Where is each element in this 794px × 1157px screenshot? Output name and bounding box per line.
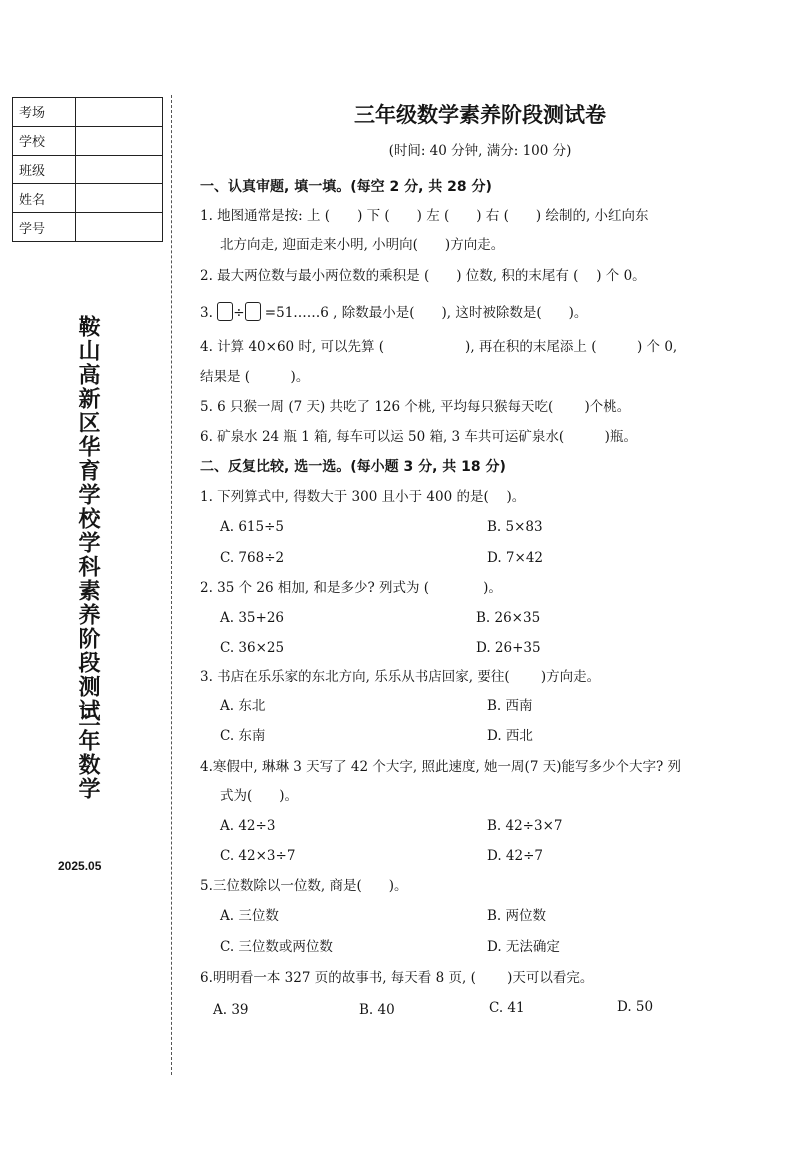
side-subject: 三年数学 [75,705,100,801]
section1-title: 一、认真审题, 填一填。(每空 2 分, 共 28 分) [200,179,492,195]
s1-question-2: 2. 最大两位数与最小两位数的乘积是 ( ) 位数, 积的末尾有 ( ) 个 0。 [200,268,646,284]
s2-q1-option-c[interactable]: C. 768÷2 [220,550,285,566]
info-label: 姓名 [13,184,76,213]
s2-q3-option-b[interactable]: B. 西南 [487,698,533,714]
q3-number: 3. [200,305,213,321]
section2-title: 二、反复比较, 选一选。(每小题 3 分, 共 18 分) [200,459,506,475]
s2-question-4a: 4.寒假中, 琳琳 3 天写了 42 个大字, 照此速度, 她一周(7 天)能写多少个大字? 列 [200,759,682,775]
info-label: 考场 [13,98,76,127]
s2-q2-option-d[interactable]: D. 26+35 [476,640,541,656]
s2-q6-option-b[interactable]: B. 40 [359,1002,395,1018]
division-sign: ÷ [233,305,245,321]
s2-q6-option-c[interactable]: C. 41 [489,1000,525,1016]
info-row-name [13,184,163,213]
s2-q1-option-d[interactable]: D. 7×42 [487,550,544,566]
s2-q5-option-b[interactable]: B. 两位数 [487,908,547,924]
s2-q2-option-c[interactable]: C. 36×25 [220,640,285,656]
divisor-box-icon[interactable] [245,302,261,321]
s2-q4-option-d[interactable]: D. 42÷7 [487,848,544,864]
q3-text: =51……6 , 除数最小是( ), 这时被除数是( )。 [264,305,588,321]
dividend-box-icon[interactable] [217,302,233,321]
s2-question-4b: 式为( )。 [220,788,299,804]
s1-question-4a: 4. 计算 40×60 时, 可以先算 ( ), 再在积的末尾添上 ( ) 个 0, [200,339,678,355]
s2-q1-option-b[interactable]: B. 5×83 [487,519,543,535]
s1-question-1b: 北方向走, 迎面走来小明, 小明向( )方向走。 [220,237,505,253]
class-field[interactable] [76,155,163,184]
s2-q6-option-a[interactable]: A. 39 [213,1002,249,1018]
s2-q5-option-a[interactable]: A. 三位数 [220,908,279,924]
student-info-table [12,97,163,242]
s2-question-6: 6.明明看一本 327 页的故事书, 每天看 8 页, ( )天可以看完。 [200,970,594,986]
s2-q4-option-b[interactable]: B. 42÷3×7 [487,818,563,834]
side-school-title: 鞍山高新区华育学校学科素养阶段测试 [75,315,100,723]
s2-q3-option-a[interactable]: A. 东北 [220,698,266,714]
s1-question-1a: 1. 地图通常是按: 上 ( ) 下 ( ) 左 ( ) 右 ( ) 绘制的, 小红向东 [200,208,649,224]
info-label: 学校 [13,126,76,155]
info-row-student-id [13,213,163,242]
s1-question-3 [200,302,587,323]
info-row-class [13,155,163,184]
s2-q4-option-c[interactable]: C. 42×3÷7 [220,848,296,864]
s1-question-5: 5. 6 只猴一周 (7 天) 共吃了 126 个桃, 平均每只猴每天吃( )个桃。 [200,399,631,415]
student-id-field[interactable] [76,213,163,242]
s2-q4-option-a[interactable]: A. 42÷3 [220,818,276,834]
s2-q5-option-c[interactable]: C. 三位数或两位数 [220,939,333,955]
s2-question-2: 2. 35 个 26 相加, 和是多少? 列式为 ( )。 [200,580,502,596]
name-field[interactable] [76,184,163,213]
page-subtitle: (时间: 40 分钟, 满分: 100 分) [388,143,572,159]
info-row-exam-room [13,98,163,127]
side-date: 2025.05 [58,859,102,873]
s2-q2-option-a[interactable]: A. 35+26 [220,610,284,626]
s1-question-6: 6. 矿泉水 24 瓶 1 箱, 每车可以运 50 箱, 3 车共可运矿泉水( )瓶。 [200,429,637,445]
s2-q2-option-b[interactable]: B. 26×35 [476,610,541,626]
info-label: 学号 [13,213,76,242]
s2-question-5: 5.三位数除以一位数, 商是( )。 [200,878,408,894]
s2-q6-option-d[interactable]: D. 50 [617,999,654,1015]
info-label: 班级 [13,155,76,184]
page-title: 三年级数学素养阶段测试卷 [354,103,606,127]
exam-room-field[interactable] [76,98,163,127]
binding-line [171,95,172,1075]
s1-question-4b: 结果是 ( )。 [200,369,310,385]
info-row-school [13,126,163,155]
school-field[interactable] [76,126,163,155]
s2-q5-option-d[interactable]: D. 无法确定 [487,939,560,955]
s2-question-3: 3. 书店在乐乐家的东北方向, 乐乐从书店回家, 要往( )方向走。 [200,669,601,685]
s2-q1-option-a[interactable]: A. 615÷5 [220,519,284,535]
s2-q3-option-d[interactable]: D. 西北 [487,728,533,744]
s2-question-1: 1. 下列算式中, 得数大于 300 且小于 400 的是( )。 [200,489,526,505]
s2-q3-option-c[interactable]: C. 东南 [220,728,266,744]
